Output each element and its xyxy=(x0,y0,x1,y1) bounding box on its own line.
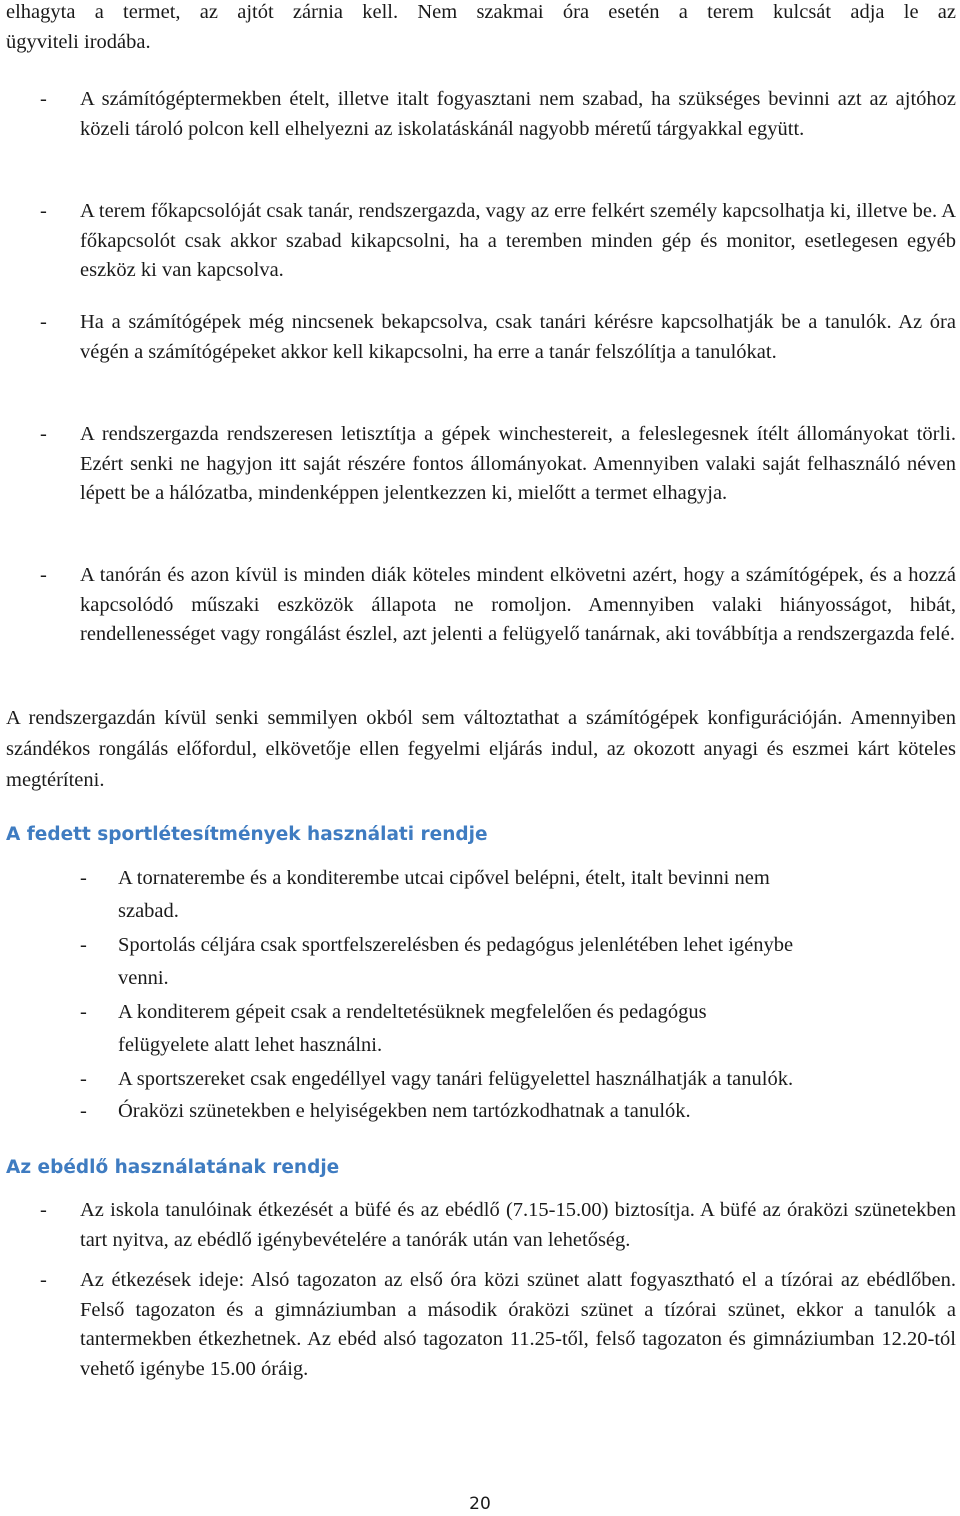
sport-rule-line-1: Sportolás céljára csak sportfelszerelésben és pedagógus jelenlétében lehet igénybe xyxy=(118,934,794,956)
sport-rule-item xyxy=(80,929,960,995)
sport-rule-line-1: A konditerem gépeit csak a rendeltetésüknek megfelelően és pedagógus xyxy=(118,1001,707,1023)
rule-item xyxy=(6,308,956,367)
dash-marker: - xyxy=(80,1068,87,1090)
rule-text: A rendszergazda rendszeresen letisztítja a gépek winchestereit, a feleslegesnek ítélt állományokat törli. Ezért senki ne hagyjon itt saját részére fontos állományokat. Amennyiben valaki saját felhasználó néven lépett be a hálózatba, mindenképpen jelentkezzen ki, mielőtt a termet elhagyja. xyxy=(80,423,956,504)
intro-line-1: elhagyta a termet, az ajtót zárnia kell. Nem szakmai óra esetén a terem kulcsát adja le az xyxy=(6,1,956,23)
dining-rule-text: Az iskola tanulóinak étkezését a büfé és az ebédlő (7.15-15.00) biztosítja. A büfé az óraközi szünetekben tart nyitva, az ebédlő igénybevételére a tanórák után van lehetőség. xyxy=(80,1199,956,1251)
dash-marker: - xyxy=(80,1100,87,1122)
rule-item xyxy=(6,561,956,650)
sport-rule-line-1: Óraközi szünetekben e helyiségekben nem tartózkodhatnak a tanulók. xyxy=(118,1100,691,1122)
intro-line-2: ügyviteli irodába. xyxy=(6,30,151,53)
rule-text: A tanórán és azon kívül is minden diák köteles mindent elkövetni azért, hogy a számítógépek, és a hozzá kapcsolódó műszaki eszközök állapota ne romoljon. Amennyiben valaki hiányosságot, hibát, rendellenességet vagy rongálást észlel, azt jelenti a felügyelő tanárnak, aki továbbítja a rendszergazda felé. xyxy=(80,564,956,645)
dash-marker: - xyxy=(40,88,47,110)
sport-rule-item xyxy=(80,862,960,928)
rule-text: A terem főkapcsolóját csak tanár, rendszergazda, vagy az erre felkért személy kapcsolhatja ki, illetve be. A főkapcsolót csak akkor szabad kikapcsolni, ha a teremben minden gép és monitor, esetlegesen egyéb eszköz ki van kapcsolva. xyxy=(80,200,956,281)
sport-rule-line-1: A tornaterembe és a konditerembe utcai cipővel belépni, ételt, italt bevinni nem xyxy=(118,867,770,889)
dash-marker: - xyxy=(80,1001,87,1023)
intro-paragraph xyxy=(6,0,956,57)
sport-rule-item xyxy=(80,996,960,1062)
dash-marker: - xyxy=(40,1269,47,1291)
dash-marker: - xyxy=(40,1199,47,1221)
dining-rule-item xyxy=(6,1196,956,1255)
rule-item xyxy=(6,420,956,509)
rule-text: Ha a számítógépek még nincsenek bekapcsolva, csak tanári kérésre kapcsolhatják be a tanulók. Az óra végén a számítógépeket akkor kell kikapcsolni, ha erre a tanár felszólítja a tanulókat. xyxy=(80,311,956,363)
sport-rule-line-2: felügyelete alatt lehet használni. xyxy=(118,1034,383,1056)
dash-marker: - xyxy=(80,867,87,889)
rule-item xyxy=(6,197,956,286)
sport-rule-item xyxy=(80,1095,960,1128)
dash-marker: - xyxy=(40,200,47,222)
dash-marker: - xyxy=(40,311,47,333)
sport-rule-item xyxy=(80,1063,960,1096)
sport-rule-line-2: szabad. xyxy=(118,900,179,922)
closing-paragraph: A rendszergazdán kívül senki semmilyen okból sem változtathat a számítógépek konfigurációján. Amennyiben szándékos rongálás előfordul, elkövetője ellen fegyelmi eljárás indul, az okozott anyagi és eszmei kárt köteles megtéríteni. xyxy=(6,707,956,791)
section-title-dining: Az ebédlő használatának rendje xyxy=(6,1157,340,1178)
section-title-sport: A fedett sportlétesítmények használati rendje xyxy=(6,824,488,845)
dash-marker: - xyxy=(40,564,47,586)
sport-rule-line-2: venni. xyxy=(118,967,169,989)
page-number: 20 xyxy=(469,1494,491,1514)
rule-text: A számítógéptermekben ételt, illetve italt fogyasztani nem szabad, ha szükséges bevinni azt az ajtóhoz közeli tároló polcon kell elhelyezni az iskolatáskánál nagyobb méretű tárgyakkal együtt. xyxy=(80,88,956,140)
dash-marker: - xyxy=(40,423,47,445)
rule-item xyxy=(6,85,956,144)
dash-marker: - xyxy=(80,934,87,956)
dining-rule-item xyxy=(6,1266,956,1384)
sport-rule-line-1: A sportszereket csak engedéllyel vagy tanári felügyelettel használhatják a tanulók. xyxy=(118,1068,794,1090)
dining-rule-text: Az étkezések ideje: Alsó tagozaton az első óra közi szünet alatt fogyasztható el a tízórai az ebédlőben. Felső tagozaton és a gimnáziumban a második óraközi szünet a tízórai szünet, ekkor a tanulók a tantermekben étkezhetnek. Az ebéd alsó tagozaton 11.25-től, felső tagozaton és gimnáziumban 12.20-tól vehető igénybe 15.00 óráig. xyxy=(80,1269,956,1380)
